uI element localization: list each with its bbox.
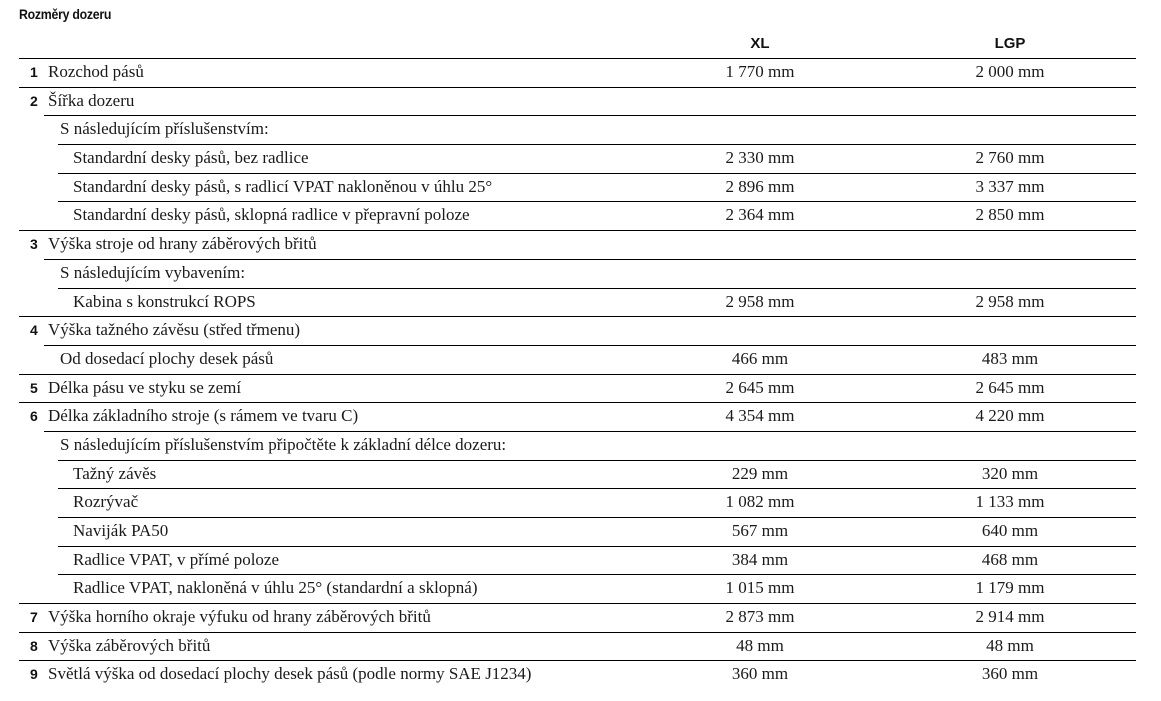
table-row <box>0 173 1161 202</box>
value-xl: 567 mm <box>731 521 789 540</box>
table-row <box>0 488 1161 517</box>
row-number: 8 <box>30 637 38 654</box>
table-row <box>0 345 1161 374</box>
row-label: S následujícím vybavením: <box>60 262 246 282</box>
row-label: Rozrývač <box>73 492 139 512</box>
row-label: Naviják PA50 <box>73 521 169 540</box>
value-lgp: 48 mm <box>986 635 1034 655</box>
row-label: Radlice VPAT, nakloněná v úhlu 25° (standardní a sklopná) <box>73 578 478 598</box>
table-row <box>0 144 1161 173</box>
row-number: 9 <box>30 666 38 683</box>
row-label: Šířka dozeru <box>48 90 135 110</box>
value-xl: 2 958 mm <box>725 291 795 311</box>
table-row <box>0 574 1161 603</box>
value-lgp: 3 337 mm <box>975 176 1045 196</box>
column-header-lgp: LGP <box>994 35 1026 52</box>
table-row <box>0 230 1161 259</box>
column-header-xl: XL <box>750 35 770 52</box>
row-label: Tažný závěs <box>73 463 157 483</box>
table-row <box>0 58 1161 87</box>
value-xl: 2 896 mm <box>725 176 795 196</box>
table-row <box>0 603 1161 632</box>
value-lgp: 2 645 mm <box>975 377 1045 397</box>
row-number: 6 <box>30 408 38 425</box>
value-xl: 360 mm <box>731 664 789 684</box>
row-label: Výška stroje od hrany záběrových břitů <box>48 234 317 254</box>
table-row <box>0 288 1161 317</box>
table-row <box>0 115 1161 144</box>
table-row <box>0 517 1161 546</box>
row-label: S následujícím příslušenstvím: <box>60 119 269 139</box>
row-label: Rozchod pásů <box>48 62 144 81</box>
table-row <box>0 87 1161 116</box>
row-number: 3 <box>30 236 38 253</box>
table-row <box>0 460 1161 489</box>
value-xl: 1 015 mm <box>725 578 795 598</box>
row-number: 7 <box>30 609 38 626</box>
value-xl: 2 330 mm <box>725 148 795 168</box>
value-lgp: 320 mm <box>981 463 1039 483</box>
row-label: Délka pásu ve styku se zemí <box>48 377 242 397</box>
table-row <box>0 374 1161 403</box>
column-headers <box>0 33 1161 57</box>
value-lgp: 2 850 mm <box>975 205 1045 225</box>
row-label: Kabina s konstrukcí ROPS <box>73 291 256 311</box>
row-divider <box>19 87 1136 88</box>
row-label: Radlice VPAT, v přímé poloze <box>73 549 280 569</box>
value-xl: 1 770 mm <box>725 62 795 81</box>
value-xl: 466 mm <box>731 348 789 368</box>
row-label: Výška tažného závěsu (střed třmenu) <box>48 320 301 340</box>
row-label: Délka základního stroje (s rámem ve tvaru C) <box>48 406 359 426</box>
value-lgp: 2 914 mm <box>975 607 1045 627</box>
value-xl: 2 364 mm <box>725 205 795 225</box>
value-xl: 2 645 mm <box>725 377 795 397</box>
table-row <box>0 201 1161 230</box>
row-label: Výška záběrových břitů <box>48 635 211 655</box>
table-row <box>0 546 1161 575</box>
row-label: Standardní desky pásů, s radlicí VPAT nakloněnou v úhlu 25° <box>73 176 493 196</box>
row-number: 1 <box>30 64 38 80</box>
value-xl: 384 mm <box>731 549 789 569</box>
table-row <box>0 632 1161 661</box>
value-lgp: 468 mm <box>981 549 1039 569</box>
table-row <box>0 402 1161 431</box>
value-lgp: 4 220 mm <box>975 406 1045 426</box>
table-row <box>0 259 1161 288</box>
row-number: 2 <box>30 92 38 109</box>
row-label: Světlá výška od dosedací plochy desek pásů (podle normy SAE J1234) <box>48 664 532 684</box>
value-lgp: 2 760 mm <box>975 148 1045 168</box>
value-lgp: 1 133 mm <box>975 492 1045 512</box>
row-label: Výška horního okraje výfuku od hrany záběrových břitů <box>48 607 431 627</box>
row-number: 5 <box>30 379 38 396</box>
value-lgp: 2 000 mm <box>975 62 1045 81</box>
value-xl: 229 mm <box>731 463 789 483</box>
value-lgp: 483 mm <box>981 348 1039 368</box>
row-label: Od dosedací plochy desek pásů <box>60 348 274 368</box>
value-lgp: 2 958 mm <box>975 291 1045 311</box>
value-xl: 48 mm <box>736 635 784 655</box>
value-lgp: 360 mm <box>981 664 1039 684</box>
dimensions-table <box>0 58 1161 689</box>
table-title: Rozměry dozeru <box>19 6 112 22</box>
row-number: 4 <box>30 322 38 339</box>
value-xl: 2 873 mm <box>725 607 795 627</box>
value-lgp: 1 179 mm <box>975 578 1045 598</box>
table-row <box>0 660 1161 689</box>
table-row <box>0 431 1161 460</box>
value-lgp: 640 mm <box>981 521 1039 540</box>
row-label: S následujícím příslušenstvím připočtěte k základní délce dozeru: <box>60 434 507 454</box>
row-label: Standardní desky pásů, bez radlice <box>73 148 309 168</box>
row-label: Standardní desky pásů, sklopná radlice v přepravní poloze <box>73 205 470 225</box>
value-xl: 4 354 mm <box>725 406 795 426</box>
table-row <box>0 316 1161 345</box>
value-xl: 1 082 mm <box>725 492 795 512</box>
